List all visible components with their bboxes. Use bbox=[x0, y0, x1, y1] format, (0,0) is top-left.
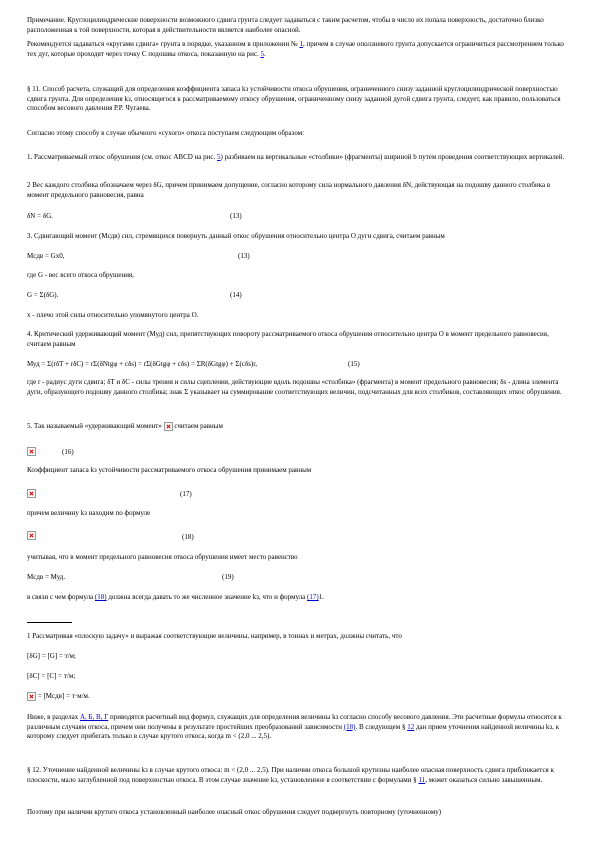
formula-18-link[interactable]: (18) bbox=[94, 593, 107, 601]
equation-17-row bbox=[27, 489, 36, 499]
formula-17-link[interactable]: (17) bbox=[307, 593, 319, 601]
equation-number: (13) bbox=[238, 252, 250, 260]
paragraph-step-2: 2 Вес каждого столбика обозначаем через δG, причем принимаем допущение, согласно которому сила нормального давления δN, действующая на подошву данного столбика в момент предельного равновесия, равна bbox=[27, 181, 551, 199]
equation-number: (13) bbox=[230, 212, 242, 220]
equation-18-row bbox=[27, 531, 36, 541]
paragraph-safety-factor: Коэффициент запаса kз устойчивости рассматриваемого откоса обрушения принимаем равным bbox=[27, 466, 312, 474]
paragraph-sections-intro: Ниже, в разделах А, Б, В, Г приводятся расчетный вид формул, служащих для определения величины kз согласно способу весового давления. Эти расчетные формулы относятся к различным случаям откоса, причем они получены в результате простейших преобразований зависимости (18). В следующем § 12 дан прием уточнения найденной величины kз, к которому следует прибегать только в случае крутого откоса, когда m < (2,0 ... 2,5). bbox=[27, 713, 562, 740]
figure-5-link[interactable]: 5 bbox=[260, 49, 264, 58]
equation-number: (15) bbox=[348, 360, 360, 368]
footnote-equation: [δC] = [C] = т/м; bbox=[27, 672, 76, 680]
paragraph-where-r: где r - радиус дуги сдвига; δT и δC - силы трения и силы сцепления, действующие вдоль подошвы «столбика» (фрагмента) в момент предельного равновесия; δs - длина элемента дуги, образующего подошву данного столбика; знак Σ указывает на суммирование соответствующих величин, подсчитанных для всех столбиков, составляющих откос обрушения. bbox=[27, 378, 562, 396]
paragraph-formula-consistency: в связи с чем формула (18) должна всегда давать то же численное значение kз, что и формула (17)1. bbox=[27, 593, 324, 601]
section-12-link[interactable]: 12 bbox=[407, 722, 415, 731]
footnote-divider bbox=[27, 622, 72, 623]
formula-18-link[interactable]: (18) bbox=[343, 722, 356, 731]
equation-number: (19) bbox=[222, 573, 234, 581]
appendix-1-link[interactable]: 1 bbox=[299, 40, 303, 48]
paragraph-step-4: 4. Критический удерживающий момент (Муд) сил, препятствующих повороту рассматриваемого откоса обрушения относительно центра О в момент предельного равновесия, считаем равным bbox=[27, 330, 549, 348]
section-12-heading-paragraph: § 12. Уточнение найденной величины kз в случае крутого откоса: m < (2,0 ... 2,5). При наличии откоса большой крутизны наиболее опасная поверхность сдвига приближается к плоскости, мало заглубленной под поверхностью откоса. В этом случае значение kз, установленное в соответствии с формулами § 11, может оказаться сильно завышенным. bbox=[27, 766, 554, 784]
equation-number: (17) bbox=[180, 490, 192, 498]
footnote-equation: [δG] = [G] = т/м; bbox=[27, 652, 77, 660]
footnote-1: 1 Рассматривая «плоскую задачу» и выражая соответствующие величины, например, в тоннах и метрах, должны считать, что bbox=[27, 632, 402, 640]
equation-14: G = Σ(δG). bbox=[27, 291, 59, 299]
broken-image-icon bbox=[27, 447, 36, 456]
equation-shear-moment: Mсдв = Gx0, bbox=[27, 252, 65, 260]
equation-15: Муд = Σ(rδT + rδC) = rΣ(δNtgφ + cδs) = rΣ(δGtgφ + cδs) = ΣR(δGtgφ) + Σ(cδs)r, bbox=[27, 360, 258, 368]
paragraph-arm: х - плечо этой силы относительно упомянутого центра О. bbox=[27, 311, 199, 319]
paragraph-step-1: 1. Рассматриваемый откос обрушения (см. откос ABCD на рис. 5) разбиваем на вертикальные «столбики» (фрагменты) шириной b путем проведения соответствующих вертикалей. bbox=[27, 153, 565, 161]
paragraph-equilibrium: учитывая, что в момент предельного равновесия откоса обрушения имеет место равенство bbox=[27, 553, 298, 561]
broken-image-icon bbox=[27, 692, 36, 701]
equation-13: δN = δG. bbox=[27, 212, 53, 220]
figure-5-link[interactable]: 5 bbox=[217, 153, 221, 161]
broken-image-icon bbox=[164, 422, 173, 431]
paragraph-where-g: где G - вес всего откоса обрушения, bbox=[27, 271, 134, 279]
equation-number: (16) bbox=[62, 448, 74, 456]
equation-16-row bbox=[27, 447, 36, 457]
paragraph-step-3: 3. Сдвигающий момент (Мсдв) сил, стремящихся повернуть данный откос обрушения относительно центра О дуги сдвига, считаем равным bbox=[27, 232, 445, 240]
paragraph-note: Примечание. Круглоцилиндрические поверхности возможного сдвига грунта следует задаваться с таким расчетом, чтобы в число их попала поверхность, достаточно близко расположенная к той поверхности, которая в действительности является наиболее опасной. bbox=[27, 16, 544, 34]
paragraph-method-intro: Согласно этому способу в случае обычного «сухого» откоса поступаем следующим образом: bbox=[27, 129, 305, 137]
paragraph-find-k: причем величину kз находим по формуле bbox=[27, 509, 151, 517]
section-11-link[interactable]: 11 bbox=[418, 775, 426, 784]
paragraph-recommendation: Рекомендуется задаваться «кругами сдвига» грунта в порядке, указанном в приложении № 1, причем в случае оползневого грунта допускается ограничиться рассмотрением только тех дуг, которые проходят через точку С подошвы откоса, показанную на рис. 5. bbox=[27, 40, 564, 58]
broken-image-icon bbox=[27, 531, 36, 540]
equation-number: (14) bbox=[230, 291, 242, 299]
paragraph-step-5: 5. Так называемый «удерживающий момент» считаем равным bbox=[27, 422, 223, 430]
footnote-equation: = [Мсдв] = т·м/м. bbox=[27, 692, 90, 702]
equation-number: (18) bbox=[182, 533, 194, 541]
section-11-heading-paragraph: § 11. Способ расчета, служащий для определения коэффициента запаса kз устойчивости откоса обрушения, ограниченного снизу заданной круглоцилиндрической поверхностью сдвига грунта. Для определения kз, относящегося к рассматриваемому откосу обрушения, ограниченному снизу заданной дугой сдвига грунта, следует, как правило, пользоваться способом весового давления Р.Р. Чугаева. bbox=[27, 85, 561, 112]
equation-19: Мсдв = Муд. bbox=[27, 573, 66, 581]
paragraph-steep-slope: Поэтому при наличии крутого откоса установленный наиболее опасный откос обрушения следует подвергнуть повторному (уточненному) bbox=[27, 808, 442, 816]
sections-link[interactable]: А, Б, В, Г bbox=[79, 713, 109, 721]
broken-image-icon bbox=[27, 489, 36, 498]
